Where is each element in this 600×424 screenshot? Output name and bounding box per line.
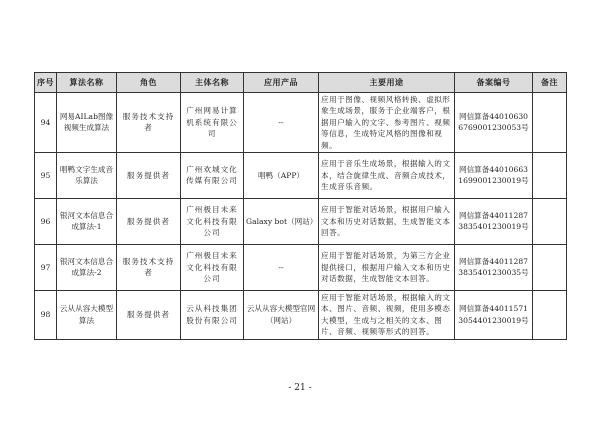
header-cell: 主体名称 [181,73,244,93]
remark [533,290,567,339]
remark [533,198,567,244]
filing-number: 网信算备440106306769001230053号 [455,93,533,153]
header-cell: 角色 [117,73,181,93]
application-product: 唱鸭（APP） [244,152,319,198]
row-number: 97 [35,244,57,290]
entity-name: 广州极目未来文化科技有限公司 [181,198,244,244]
header-cell: 算法名称 [57,73,117,93]
row-number: 94 [35,93,57,153]
main-purpose: 应用于智能对话场景，根据输入的文本、图片、音频、视频，使用多模态大模型，生成与之相关的文本、图片、音频、视频等形式的回答。 [319,290,455,339]
table-row [35,93,567,153]
entity-name: 广州极目未来文化科技有限公司 [181,244,244,290]
algorithm-name: 银河文本信息合成算法-2 [57,244,117,290]
role: 服务提供者 [117,290,181,339]
entity-name: 广州欢城文化传媒有限公司 [181,152,244,198]
entity-name: 云从科技集团股份有限公司 [181,290,244,339]
role: 服务技术支持者 [117,244,181,290]
application-product: Galaxy bot（网站） [244,198,319,244]
page-number: - 21 - [288,383,312,393]
application-product: -- [244,93,319,153]
table-row [35,290,567,339]
main-purpose: 应用于智能对话场景，根据用户输入文本和历史对话数据，生成智能文本回答。 [319,198,455,244]
header-cell: 主要用途 [319,73,455,93]
row-number: 98 [35,290,57,339]
header-cell: 序号 [35,73,57,93]
row-number: 95 [35,152,57,198]
header-cell: 备注 [533,73,567,93]
filing-number: 网信算备440112873835401230035号 [455,244,533,290]
table-row [35,152,567,198]
filing-number: 网信算备440106631699001230019号 [455,152,533,198]
header-cell: 应用产品 [244,73,319,93]
algorithm-registry-table [34,72,567,340]
application-product: 云从从容大模型官网（网站） [244,290,319,339]
table-row [35,198,567,244]
role: 服务技术支持者 [117,93,181,153]
algorithm-name: 网易AILab图像视频生成算法 [57,93,117,153]
role: 服务提供者 [117,198,181,244]
role: 服务提供者 [117,152,181,198]
filing-number: 网信算备440112873835401230019号 [455,198,533,244]
row-number: 96 [35,198,57,244]
table-header-row [35,73,567,93]
header-cell: 备案编号 [455,73,533,93]
algorithm-name: 云从从容大模型算法 [57,290,117,339]
filing-number: 网信算备440115713054401230019号 [455,290,533,339]
main-purpose: 应用于智能对话场景，为第三方企业提供接口，根据用户输入文本和历史对话数据，生成智能文本回答。 [319,244,455,290]
application-product: -- [244,244,319,290]
algorithm-name: 唱鸭文字生成音乐算法 [57,152,117,198]
main-purpose: 应用于音乐生成场景，根据输入的文本，结合旋律生成、音频合成技术，生成音乐音频。 [319,152,455,198]
table-row [35,244,567,290]
remark [533,244,567,290]
algorithm-name: 银河文本信息合成算法-1 [57,198,117,244]
remark [533,152,567,198]
main-purpose: 应用于图像、视频风格转换、虚拟形象生成场景，服务于企业端客户，根据用户输入的文字、参考图片、视频等信息，生成特定风格的图像和视频。 [319,93,455,153]
entity-name: 广州网易计算机系统有限公司 [181,93,244,153]
remark [533,93,567,153]
